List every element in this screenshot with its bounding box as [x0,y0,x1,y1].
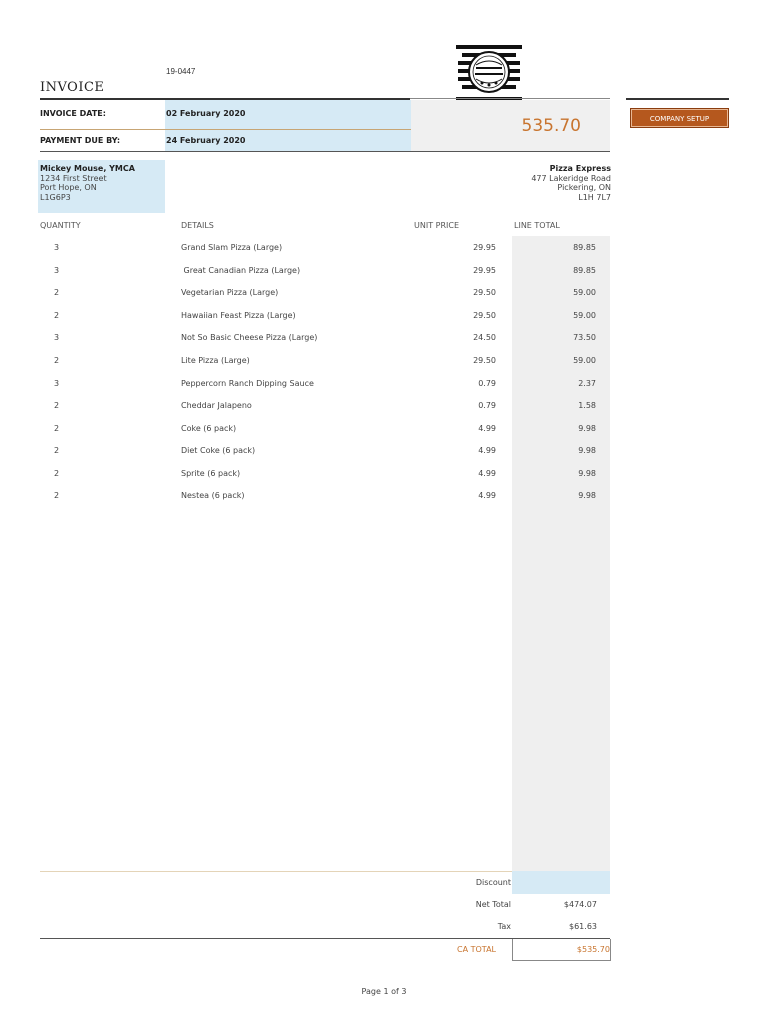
grand-total-bottom-edge [512,960,611,961]
row-details: Not So Basic Cheese Pizza (Large) [181,333,318,342]
table-row [0,243,768,265]
row-unit-price: 29.50 [473,311,496,320]
header-details: DETAILS [181,221,214,230]
table-row [0,266,768,288]
row-quantity: 2 [54,469,60,478]
row-quantity: 3 [54,379,60,388]
row-line-total: 9.98 [578,469,596,478]
table-row [0,311,768,333]
vendor-postal: L1H 7L7 [578,192,611,202]
table-row [0,288,768,310]
bill-to-street: 1234 First Street [40,173,107,183]
vendor-street: 477 Lakeridge Road [531,173,611,183]
row-details: Lite Pizza (Large) [181,356,250,365]
row-line-total: 89.85 [573,243,596,252]
payment-due-value: 24 February 2020 [166,136,246,145]
bill-to-name: Mickey Mouse, YMCA [40,164,135,173]
row-unit-price: 0.79 [478,379,496,388]
row-unit-price: 29.50 [473,288,496,297]
row-line-total: 89.85 [573,266,596,275]
row-line-total: 2.37 [578,379,596,388]
row-line-total: 73.50 [573,333,596,342]
table-row [0,446,768,468]
row-line-total: 59.00 [573,288,596,297]
vendor-city: Pickering, ON [557,183,611,192]
row-quantity: 2 [54,356,60,365]
net-total-label: Net Total [475,900,511,909]
bill-to-city: Port Hope, ON [40,183,97,192]
row-details: Cheddar Jalapeno [181,401,252,410]
row-unit-price: 29.95 [473,243,496,252]
row-unit-price: 4.99 [478,424,496,433]
date-divider [40,129,411,130]
address-divider [40,151,610,152]
row-unit-price: 24.50 [473,333,496,342]
table-row [0,379,768,401]
table-row [0,401,768,423]
row-details: Vegetarian Pizza (Large) [181,288,279,297]
bill-to-address [40,164,135,202]
row-line-total: 59.00 [573,311,596,320]
grand-total-divider [40,938,610,939]
page-title: INVOICE [40,80,105,95]
row-unit-price: 4.99 [478,491,496,500]
pizza-express-logo-icon [456,45,522,101]
header-line-total: LINE TOTAL [514,221,560,230]
ca-total-label: CA TOTAL [457,945,496,954]
row-details: Diet Coke (6 pack) [181,446,256,455]
row-line-total: 9.98 [578,491,596,500]
row-quantity: 3 [54,333,60,342]
row-details: Nestea (6 pack) [181,491,245,500]
row-quantity: 2 [54,424,60,433]
amount-due: 535.70 [521,116,581,136]
payment-due-label: PAYMENT DUE BY: [40,136,121,145]
net-total-value: $474.07 [563,900,597,909]
invoice-date-label: INVOICE DATE: [40,109,106,118]
totals-divider [40,871,512,872]
table-row [0,424,768,446]
header-quantity: QUANTITY [40,221,81,230]
ca-total-value: $535.70 [576,945,610,954]
row-line-total: 1.58 [578,401,596,410]
row-details: Coke (6 pack) [181,424,237,433]
row-details: Peppercorn Ranch Dipping Sauce [181,379,314,388]
vendor-address [531,164,611,202]
row-details: Hawaiian Feast Pizza (Large) [181,311,296,320]
vendor-name: Pizza Express [549,164,611,173]
table-row [0,356,768,378]
row-line-total: 59.00 [573,356,596,365]
row-quantity: 2 [54,288,60,297]
discount-highlight [512,871,610,894]
row-details: Grand Slam Pizza (Large) [181,243,283,252]
invoice-date-value: 02 February 2020 [166,109,246,118]
discount-label: Discount [475,878,511,887]
row-unit-price: 29.50 [473,356,496,365]
row-unit-price: 4.99 [478,446,496,455]
row-quantity: 2 [54,491,60,500]
row-details: Sprite (6 pack) [181,469,241,478]
row-line-total: 9.98 [578,424,596,433]
row-quantity: 2 [54,446,60,455]
table-row [0,491,768,513]
header-divider-right [410,98,610,99]
row-quantity: 3 [54,266,60,275]
company-setup-button[interactable]: COMPANY SETUP [630,108,729,128]
bill-to-postal: L1G6P3 [40,192,71,202]
row-line-total: 9.98 [578,446,596,455]
row-quantity: 2 [54,311,60,320]
row-unit-price: 29.95 [473,266,496,275]
row-quantity: 3 [54,243,60,252]
button-top-rule [626,98,729,100]
grand-total-right-edge [610,939,611,961]
tax-label: Tax [497,922,511,931]
row-details: Great Canadian Pizza (Large) [181,266,301,275]
header-unit-price: UNIT PRICE [414,221,460,230]
table-row [0,333,768,355]
table-row [0,469,768,491]
invoice-number: 19-0447 [166,67,196,76]
row-quantity: 2 [54,401,60,410]
page-number: Page 1 of 3 [361,987,407,996]
row-unit-price: 4.99 [478,469,496,478]
row-unit-price: 0.79 [478,401,496,410]
tax-value: $61.63 [569,922,597,931]
